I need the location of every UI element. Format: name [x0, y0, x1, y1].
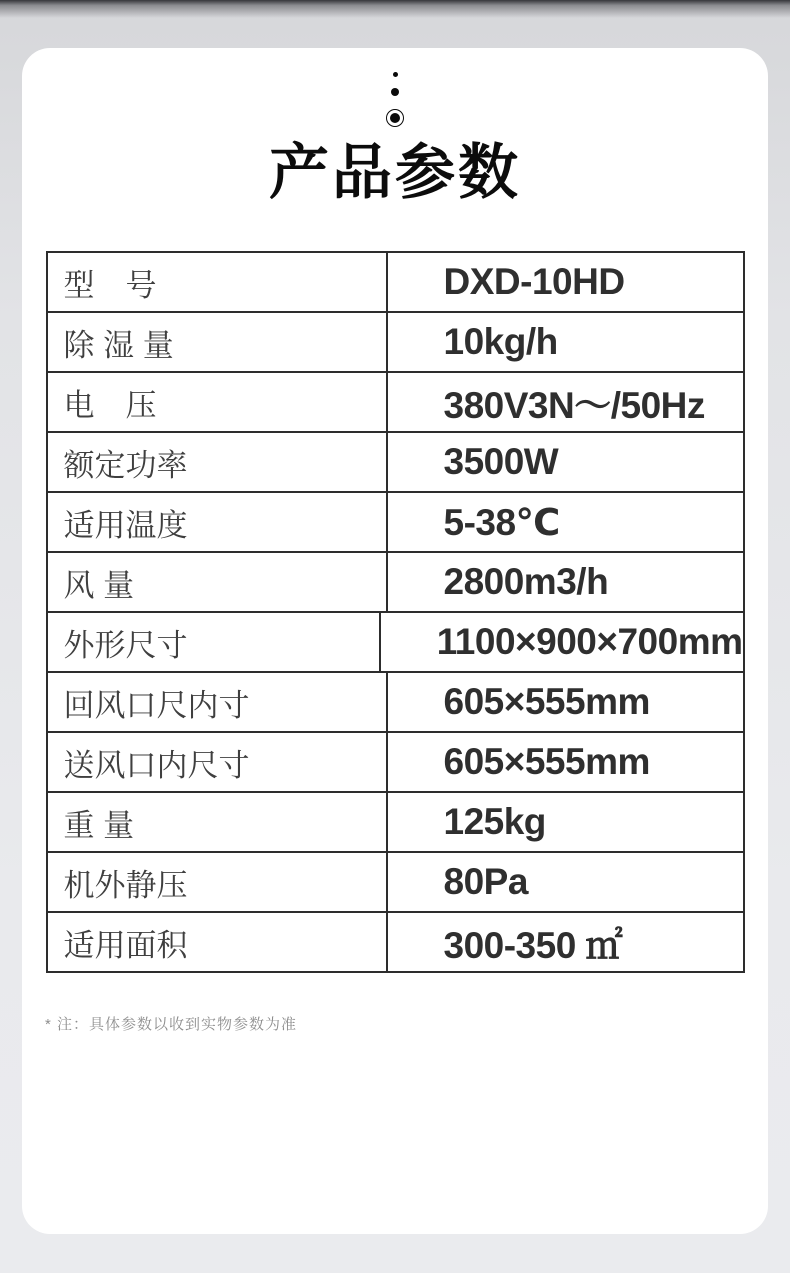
vertical-dots-ornament [22, 48, 768, 127]
table-row [48, 553, 743, 613]
spec-value-cell: 605×555mm [443, 681, 650, 722]
spec-label-cell: 送风口内尺寸 [48, 733, 388, 791]
spec-footnote: * 注：具体参数以收到实物参数为准 [45, 1016, 298, 1033]
spec-label-cell: 适用面积 [48, 913, 388, 971]
table-row [48, 313, 743, 373]
spec-label-cell: 额定功率 [48, 433, 388, 491]
spec-value-cell: 10kg/h [443, 321, 558, 362]
spec-label-cell: 适用温度 [48, 493, 388, 551]
table-row [48, 853, 743, 913]
spec-value-cell: 125kg [443, 801, 546, 842]
spec-value-cell: 1100×900×700mm [436, 621, 743, 662]
table-row [48, 793, 743, 853]
spec-label-cell: 风 量 [48, 553, 388, 611]
table-row [48, 673, 743, 733]
table-row [48, 433, 743, 493]
spec-label-cell: 除 湿 量 [48, 313, 388, 371]
spec-value-cell: DXD-10HD [443, 261, 625, 302]
spec-label-cell: 重 量 [48, 793, 388, 851]
spec-label-cell: 外形尺寸 [48, 613, 381, 671]
page-title: 产品参数 [269, 139, 521, 206]
product-spec-card [22, 48, 768, 1234]
ringed-dot-icon [386, 109, 404, 127]
table-row [48, 493, 743, 553]
spec-label-cell: 电 压 [48, 373, 388, 431]
spec-value-cell: 5-38℃ [443, 501, 560, 543]
spec-label-cell: 回风口尺内寸 [48, 673, 388, 731]
medium-dot-icon [391, 88, 399, 96]
table-row [48, 373, 743, 433]
ringed-dot-inner [390, 113, 400, 123]
spec-value-cell: 3500W [443, 441, 559, 482]
spec-value-cell: 380V3N～/50Hz [443, 385, 705, 426]
top-shadow-bar [0, 0, 790, 18]
spec-value-cell: 80Pa [443, 861, 528, 902]
spec-value-cell: 2800m3/h [443, 561, 609, 602]
table-row [48, 613, 743, 673]
small-dot-icon [393, 72, 398, 77]
table-row [48, 733, 743, 793]
spec-label-cell: 机外静压 [48, 853, 388, 911]
spec-table [46, 251, 745, 973]
spec-value-cell: 605×555mm [443, 741, 650, 782]
table-row [48, 913, 743, 971]
spec-label-cell: 型 号 [48, 253, 388, 311]
spec-value-cell: 300-350 ㎡ [443, 925, 623, 966]
table-row [48, 253, 743, 313]
